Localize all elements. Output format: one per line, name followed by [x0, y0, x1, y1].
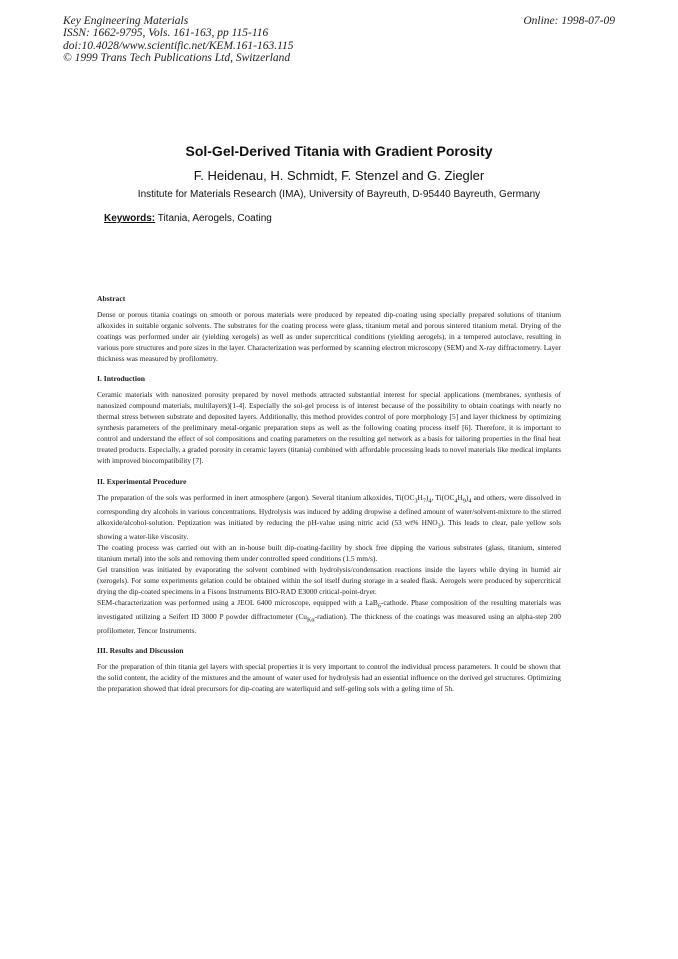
doi-line: doi:10.4028/www.scientific.net/KEM.161-163.115 [63, 39, 294, 52]
paper-authors: F. Heidenau, H. Schmidt, F. Stenzel and G. Ziegler [193, 168, 485, 183]
keywords-line [104, 213, 272, 224]
online-date: Online: 1998-07-09 [523, 15, 615, 27]
experimental-heading: II. Experimental Procedure [97, 476, 187, 486]
introduction-heading: I. Introduction [97, 374, 145, 384]
paper-title: Sol-Gel-Derived Titania with Gradient Porosity [185, 143, 493, 159]
results-heading: III. Results and Discussion [97, 646, 184, 656]
experimental-para-3: Gel transition was initiated by evaporating the solvent combined with hydrolysis/condensation reactions inside the layers while drying in humid air (xerogels). For some experiments gelation could be obtained within the sol itself during storage in a sealed flask. Aerogels were produced by supercritical drying the dip-coated specimens in a Fisons Instruments BIO-RAD E3000 critical-point-dryer. [97, 564, 561, 596]
abstract-text: Dense or porous titania coatings on smooth or porous materials were produced by repeated dip-coating using specially prepared solutions of titanium alkoxides in suitable organic solvents. The substrates for the coating process were glass, titanium metal and porous sintered titanium metal. Drying of the coatings was performed under air (yielding xerogels) as well as under supercritical conditions (yielding aerogels), in a tempered autoclave, resulting in various pore structures and pore sizes in the layer. Characterization was performed by scanning electron microscopy (SEM) and X-ray diffractometry. Layer thickness was measured by profilometry. [97, 309, 561, 363]
copyright-line: © 1999 Trans Tech Publications Ltd, Switzerland [63, 52, 291, 65]
paper-body [97, 294, 561, 695]
keywords-label: Keywords: [104, 213, 156, 224]
results-text: For the preparation of thin titania gel layers with special properties it is very important to control the individual process parameters. It could be shown that the solid content, the acidity of the mixtures and the amount of water used for hydrolysis had an essential influence on the derived gel structures. Optimizing the preparation showed that ideal precursors for dip-coating are waterliquid and self-geling sols with a geling time of 5h. [97, 662, 561, 694]
journal-name: Key Engineering Materials [63, 15, 189, 27]
keywords-value: Titania, Aerogels, Coating [155, 213, 272, 224]
experimental-para-4: SEM-characterization was performed using a JEOL 6400 microscope, equipped with a LaB$_6$-cathode. Phase composition of the resulting materials was investigated utilizing a Seifert ID 3000 P powder diffractometer $(Cu_{K\alpha}-radiation)$. The thickness of the coatings was measured using an alpha-step 200 profilometer, Tencor Instruments. [97, 597, 561, 636]
journal-header [63, 15, 294, 65]
paper-affiliation: Institute for Materials Research (IMA), University of Bayreuth, D-95440 Bayreuth, Germany [137, 189, 541, 200]
experimental-para-2: The coating process was carried out with an in-house built dip-coating-facility by shock free dipping the various substrates (glass, titanium, sintered titanium metal) into the sols and removing them under controlled speed conditions (1.5 mm/s). [97, 543, 561, 564]
experimental-para-1: The preparation of the sols was performed in inert atmosphere (argon). Several titanium alkoxides, $Ti(OC_3H_7)_4$, $Ti(OC_4H_9)_4$ and others, were dissolved in corresponding dry alcohols in various concentrations. Hydrolysis was induced by adding dropwise a defined amount of water/solvent-mixture to the stirred alkoxide/alcohol-solution. Peptization was initiated by reducing the pH-value using nitric acid (53 wt% $HNO_3$). This leads to clear, pale yellow sols showing a water-like viscosity. [97, 492, 561, 542]
introduction-text: Ceramic materials with nanosized porosity prepared by novel methods attracted substantial interest for special applications (membranes, synthesis of nanosized compound materials, multilayers)[1-4]. Especially the sol-gel process is of interest because of the possibility to obtain coatings with nearly no thermal stress between substrate and deposited layers. Additionally, this method provides control of pore morphology [5] and layer thickness by optimizing synthesis parameters of the preliminary metal-organic preparation steps as well as the following coating process itself [6]. Therefore, it is important to control and understand the effect of sol compositions and coating parameters on the resulting gel network as a basis for tailoring properties in the final heat treated products. Especially, a graded porosity in ceramic layers (titania) combined with affordable processing leads to novel materials like medical implants with improved biocompatibility [7]. [97, 390, 561, 465]
abstract-heading: Abstract [97, 294, 126, 303]
issn-line: ISSN: 1662-9795, Vols. 161-163, pp 115-116 [63, 27, 269, 40]
